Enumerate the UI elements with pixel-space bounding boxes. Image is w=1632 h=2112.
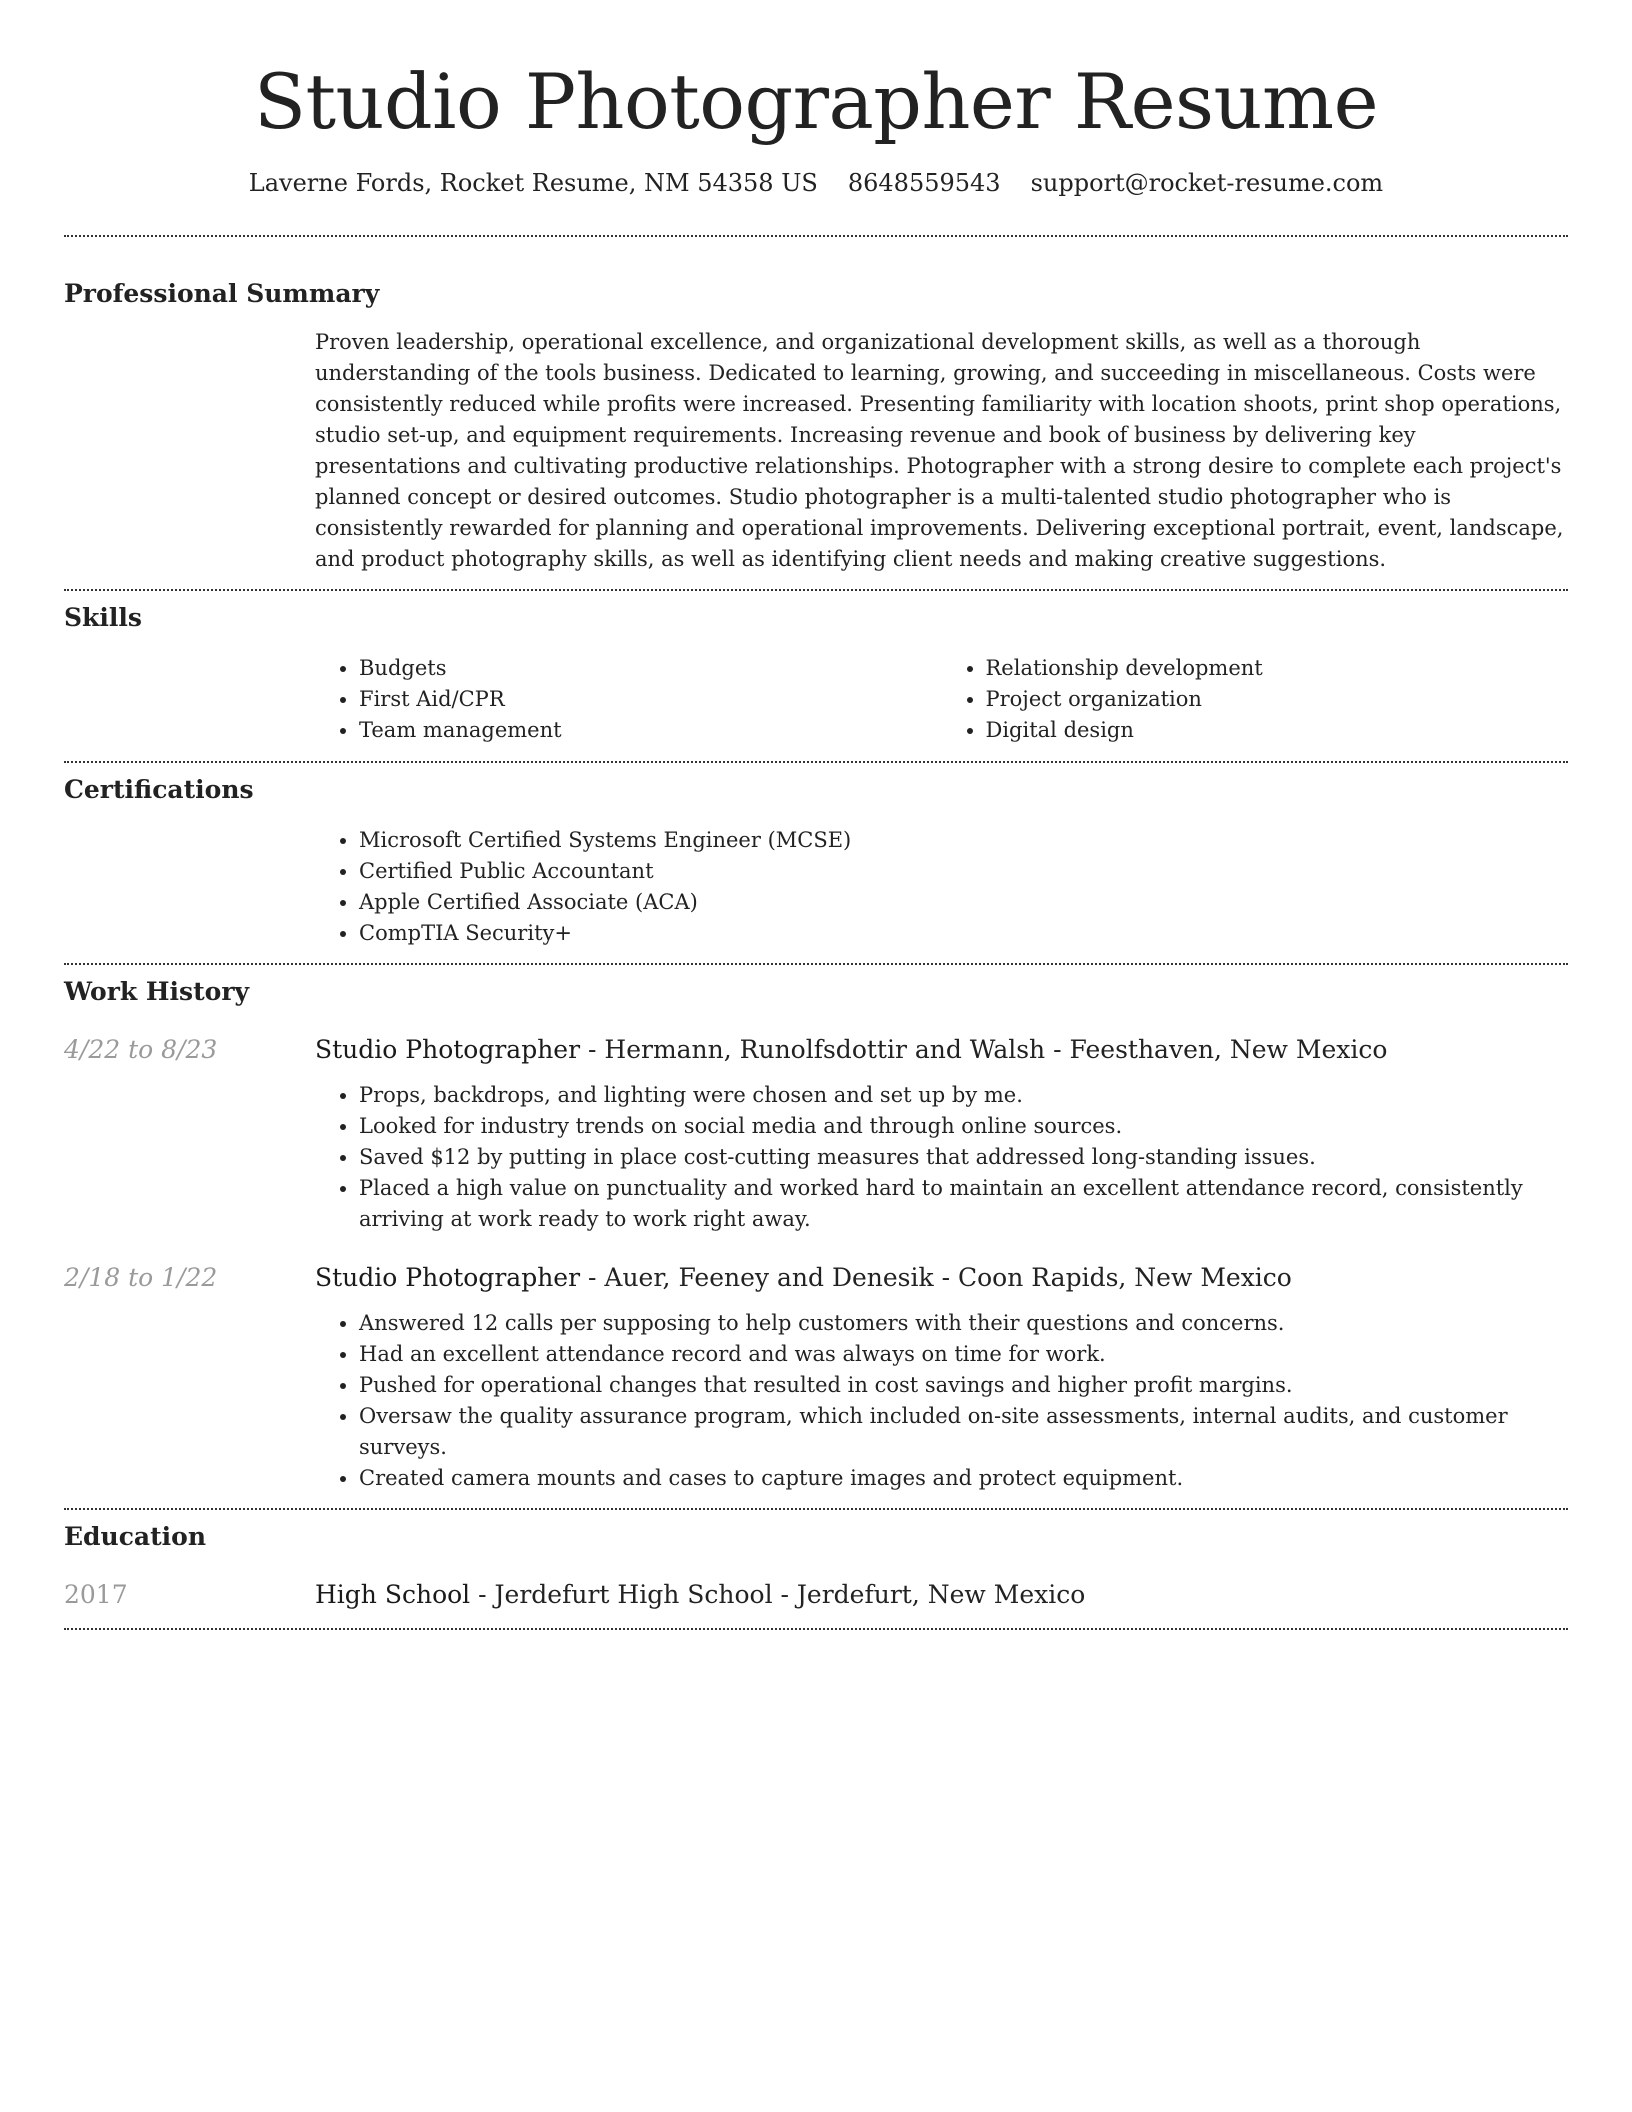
certification-item: • Microsoft Certified Systems Engineer (MCSE) [359,825,1568,856]
job-bullet: • Props, backdrops, and lighting were chosen and set up by me. [359,1080,1568,1111]
divider [64,1508,1568,1510]
skill-item: • Team management [359,715,942,746]
resume-title: Studio Photographer Resume [253,57,1379,146]
certification-item: • CompTIA Security+ [359,918,1568,949]
job-heading [315,1033,1568,1067]
job-bullet: • Saved $12 by putting in place cost-cutting measures that addressed long-standing issues. [359,1142,1568,1173]
job-bullet: • Answered 12 calls per supposing to help customers with their questions and concerns. [359,1308,1568,1339]
education-heading-line [315,1578,1568,1612]
job-dates: 4/22 to 8/23 [64,1035,218,1064]
skills-heading: Skills [64,603,142,632]
skills-list-right [942,653,1569,746]
job-employer-location: - Auer, Feeney and Denesik - Coon Rapids, New Mexico [580,1263,1292,1292]
divider [64,761,1568,763]
job-role: Studio Photographer [315,1035,581,1064]
contact-address: Laverne Fords, Rocket Resume, NM 54358 US [248,169,818,197]
summary-text: Proven leadership, operational excellence, and organizational development skills, as well as a thorough understanding of the tools business. Dedicated to learning, growing, and succeeding in miscellaneous. Costs were consistently reduced while profits were increased. Presenting familiarity with location shoots, print shop operations, studio set-up, and equipment requirements. Increasing revenue and book of business by delivering key presentations and cultivating productive relationships. Photographer with a strong desire to complete each project's planned concept or desired outcomes. Studio photographer is a multi-talented studio photographer who is consistently rewarded for planning and operational improvements. Delivering exceptional portrait, event, landscape, and product photography skills, as well as identifying client needs and making creative suggestions. [315,330,1564,571]
job-bullets [315,1308,1568,1494]
certifications-block [315,825,1568,949]
summary-heading: Professional Summary [64,279,380,308]
divider [64,963,1568,965]
education-entry [64,1578,1568,1612]
skill-item: • Project organization [986,684,1569,715]
certification-item: • Apple Certified Associate (ACA) [359,887,1568,918]
job-bullet: • Oversaw the quality assurance program, which included on-site assessments, internal audits, and customer surveys. [359,1401,1568,1463]
summary-block [315,327,1568,575]
job-heading [315,1261,1568,1295]
contact-phone[interactable]: 8648559543 [847,169,1001,197]
skill-item: • First Aid/CPR [359,684,942,715]
education-heading: Education [64,1522,207,1551]
work-history-heading: Work History [64,977,250,1006]
skill-item: • Relationship development [986,653,1569,684]
education-school-location: - Jerdefurt High School - Jerdefurt, New Mexico [470,1580,1086,1609]
education-year: 2017 [64,1580,128,1609]
job-bullets [315,1080,1568,1235]
job-role: Studio Photographer [315,1263,581,1292]
skills-list-left [315,653,942,746]
job-dates: 2/18 to 1/22 [64,1263,218,1292]
job-employer-location: - Hermann, Runolfsdottir and Walsh - Feesthaven, New Mexico [580,1035,1388,1064]
resume-page [64,0,1568,1630]
certifications-heading: Certifications [64,775,254,804]
job-entry [64,1033,1568,1235]
contact-email[interactable]: support@rocket-resume.com [1030,169,1384,197]
skill-item: • Budgets [359,653,942,684]
certification-item: • Certified Public Accountant [359,856,1568,887]
divider [64,235,1568,237]
job-body [315,1033,1568,1235]
job-bullet: • Had an excellent attendance record and was always on time for work. [359,1339,1568,1370]
job-bullet: • Placed a high value on punctuality and worked hard to maintain an excellent attendance record, consistently arriving at work ready to work right away. [359,1173,1568,1235]
job-bullet: • Created camera mounts and cases to capture images and protect equipment. [359,1463,1568,1494]
job-entry [64,1261,1568,1494]
education-body [315,1578,1568,1612]
divider [64,1628,1568,1630]
divider [64,589,1568,591]
skill-item: • Digital design [986,715,1569,746]
skills-grid [315,653,1568,746]
education-degree: High School [315,1580,471,1609]
contact-line [64,166,1568,200]
job-bullet: • Pushed for operational changes that resulted in cost savings and higher profit margins. [359,1370,1568,1401]
job-body [315,1261,1568,1494]
job-bullet: • Looked for industry trends on social media and through online sources. [359,1111,1568,1142]
certifications-list [315,825,1568,949]
